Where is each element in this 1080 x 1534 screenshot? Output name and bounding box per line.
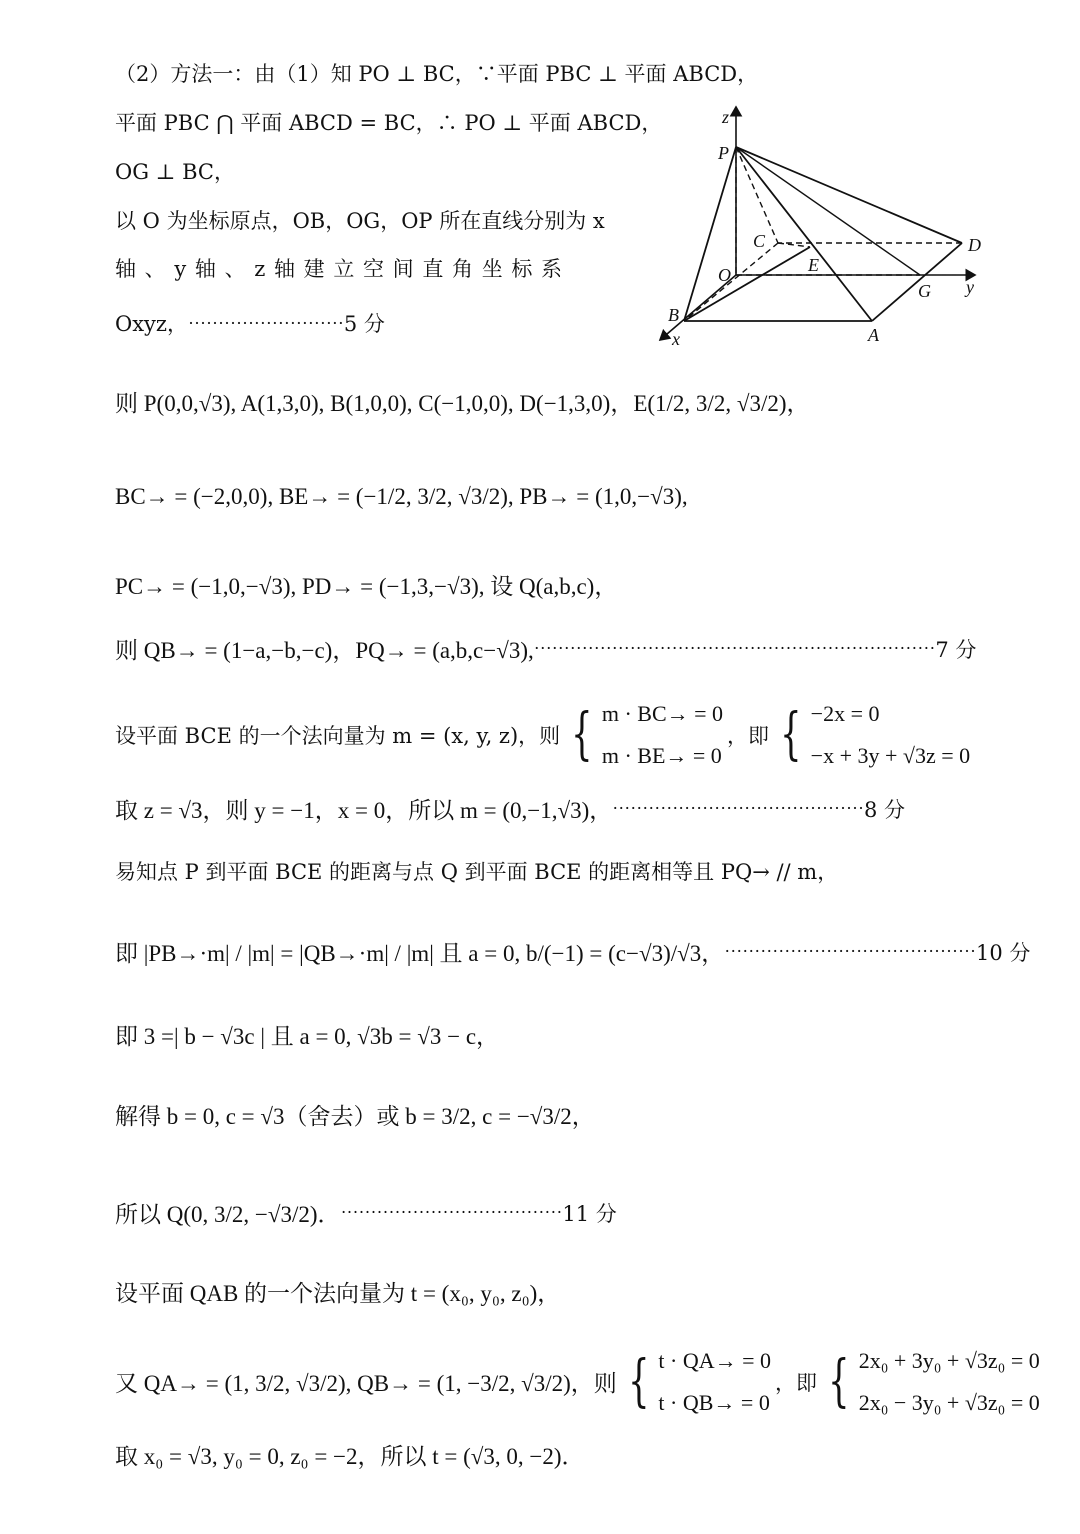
system-4-row-1: 2x₀ + 3y₀ + √3z₀ = 0 <box>858 1348 1040 1373</box>
text-line-8 <box>115 484 688 510</box>
label-C: C <box>753 231 766 251</box>
score-7: 7 分 <box>935 637 977 662</box>
equation-system-2 <box>773 693 970 777</box>
label-E: E <box>808 255 819 275</box>
line-13-text: 易知点 P 到平面 BCE 的距离与点 Q 到平面 BCE 的距离相等且 PQ→ // m， <box>115 860 839 884</box>
text-line-9 <box>115 568 617 601</box>
leader-dots: ·········································· <box>724 941 977 961</box>
text-line-3 <box>115 156 235 186</box>
score-8: 8 分 <box>864 797 906 822</box>
segment-PG <box>736 147 920 275</box>
pyramid-diagram <box>650 95 995 360</box>
line-10-text: 则 QB→ = (1−a,−b,−c)，PQ→ = (a,b,c−√3), <box>115 638 534 663</box>
line-19a-text: 又 QA→ = (1, 3/2, √3/2), QB→ = (1, −3/2, √3/2)，则 <box>115 1371 617 1397</box>
line-11b-text: ，即 <box>727 723 770 748</box>
text-line-10 <box>115 632 976 665</box>
brace-icon: { <box>780 701 802 767</box>
text-line-6 <box>115 308 385 338</box>
equation-system-1 <box>564 693 723 777</box>
label-D: D <box>968 235 981 255</box>
line-15-text: 即 3 =| b − √3c | 且 a = 0, √3b = √3 − c， <box>115 1024 500 1049</box>
line-19b-text: ，即 <box>775 1370 818 1395</box>
label-O: O <box>718 265 731 285</box>
text-line-18 <box>115 1275 560 1308</box>
line-2-text: 平面 PBC ⋂ 平面 ABCD = BC，∴ PO ⊥ 平面 ABCD， <box>115 111 663 135</box>
text-line-12 <box>115 792 905 825</box>
label-x: x <box>672 329 680 349</box>
brace-icon: { <box>571 701 593 767</box>
leader-dots: ·········································· <box>612 798 865 818</box>
segment-CE <box>778 243 810 247</box>
edge-PD <box>736 147 962 243</box>
system-4-row-2: 2x₀ − 3y₀ + √3z₀ = 0 <box>858 1389 1040 1415</box>
label-G: G <box>918 281 931 301</box>
text-line-16 <box>115 1098 595 1131</box>
text-line-14 <box>115 935 1030 968</box>
score-11: 11 分 <box>562 1201 617 1226</box>
line-9-text: PC→ = (−1,0,−√3), PD→ = (−1,3,−√3), 设 Q(a,b,c)， <box>115 574 618 599</box>
system-3-row-2: t · QB→ = 0 <box>658 1389 770 1415</box>
pyramid-figure <box>650 95 995 360</box>
equation-system-3 <box>621 1340 771 1424</box>
text-line-1 <box>115 58 758 88</box>
line-6-text: Oxyz， <box>115 312 188 336</box>
edge-AD <box>872 243 962 321</box>
text-line-19 <box>115 1340 1044 1424</box>
line-4-text: 以 O 为坐标原点，OB，OG，OP 所在直线分别为 x <box>115 209 605 233</box>
text-line-17 <box>115 1196 617 1229</box>
score-10: 10 分 <box>976 940 1031 965</box>
score-5: 5 分 <box>343 312 385 336</box>
text-line-20 <box>115 1438 585 1471</box>
label-B: B <box>668 305 679 325</box>
system-2-row-1: −2x = 0 <box>810 701 880 726</box>
equation-system-4 <box>821 1340 1040 1424</box>
label-P: P <box>718 143 729 163</box>
label-y: y <box>966 277 974 297</box>
text-line-11 <box>115 693 974 777</box>
line-18-text: 设平面 QAB 的一个法向量为 t = (x₀, y₀, z₀)， <box>115 1281 561 1306</box>
edge-CB <box>684 243 778 321</box>
system-1-row-2: m · BE→ = 0 <box>601 742 722 768</box>
brace-icon: { <box>828 1348 850 1414</box>
system-2-row-2: −x + 3y + √3z = 0 <box>810 742 971 768</box>
leader-dots: ··································································· <box>533 638 936 658</box>
system-1-row-1: m · BC→ = 0 <box>601 701 724 726</box>
line-14-text: 即 |PB→·m| / |m| = |QB→·m| / |m| 且 a = 0, b/(−1) = (c−√3)/√3， <box>115 941 725 966</box>
text-line-7 <box>115 385 810 418</box>
line-5-text: 轴 、 y 轴 、 z 轴 建 立 空 间 直 角 坐 标 系 <box>115 257 564 281</box>
text-line-13 <box>115 856 838 886</box>
line-8-text: BC→ = (−2,0,0), BE→ = (−1/2, 3/2, √3/2), PB→ = (1,0,−√3), <box>115 484 688 509</box>
line-12-text: 取 z = √3，则 y = −1，x = 0，所以 m = (0,−1,√3)， <box>115 798 613 823</box>
brace-icon: { <box>627 1348 650 1414</box>
line-7-text: 则 P(0,0,√3), A(1,3,0), B(1,0,0), C(−1,0,0), D(−1,3,0)，E(1/2, 3/2, √3/2)， <box>115 391 810 416</box>
text-line-5 <box>115 253 563 283</box>
line-3-text: OG ⊥ BC， <box>115 160 235 184</box>
line-17-text: 所以 Q(0, 3/2, −√3/2)． <box>115 1202 341 1227</box>
label-A: A <box>868 325 879 345</box>
line-1-text: （2）方法一：由（1）知 PO ⊥ BC，∵平面 PBC ⊥ 平面 ABCD， <box>115 62 759 86</box>
line-20-text: 取 x₀ = √3, y₀ = 0, z₀ = −2，所以 t = (√3, 0, −2)． <box>115 1444 585 1469</box>
line-11a-text: 设平面 BCE 的一个法向量为 m = (x, y, z)，则 <box>115 723 561 748</box>
line-16-text: 解得 b = 0, c = √3（舍去）或 b = 3/2, c = −√3/2， <box>115 1104 595 1129</box>
system-3-row-1: t · QA→ = 0 <box>658 1348 772 1373</box>
leader-dots: ····································· <box>340 1202 563 1222</box>
leader-dots: ·························· <box>188 312 344 333</box>
text-line-15 <box>115 1018 499 1051</box>
text-line-4 <box>115 205 605 235</box>
text-line-2 <box>115 107 662 137</box>
label-z: z <box>722 107 730 127</box>
